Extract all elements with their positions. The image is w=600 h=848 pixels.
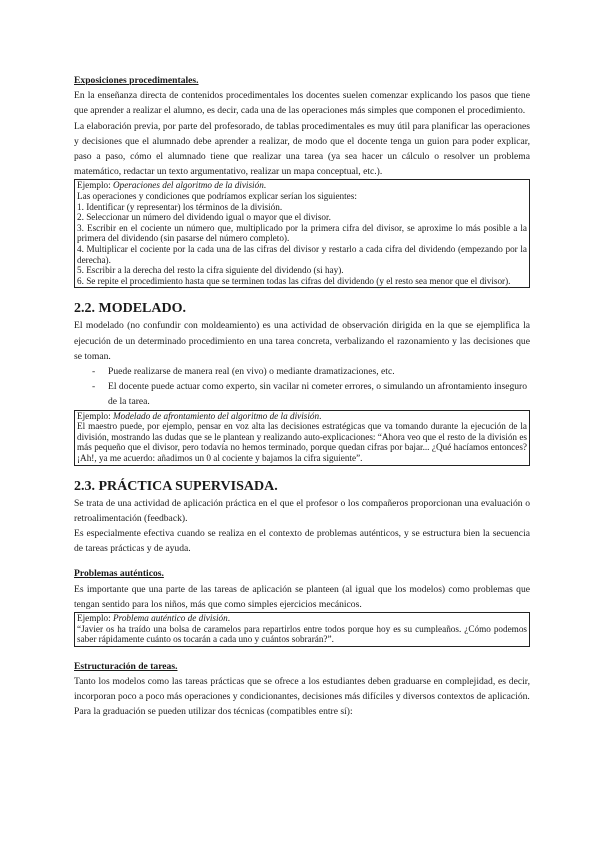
estructuracion-para-1: Tanto los modelos como las tareas prácticas que se ofrece a los estudiantes deben graduarse en complejidad, es decir, incorporan poco a poco más operaciones y condicionantes, decisiones más difíciles y diversos contextos de aplicación. [74,675,530,703]
example-text: El maestro puede, por ejemplo, pensar en voz alta las decisiones estratégicas que va tomando durante la ejecución de la división, mostrando las dudas que se le plantean y realizando auto-explicaciones: “Ahora veo que el resto de la división es más pequeño que el divisor, pero todavía no hemos terminado, porque quedan cifras por bajar... ¿Qué hacíamos entonces? ¡Ah!, ya me acuerdo: añadimos un 0 al cociente y bajamos la cifra siguiente”. [77,421,527,463]
step-1: 1. Identificar (y representar) los términos de la división. [77,201,283,212]
example-label: Ejemplo: Operaciones del algoritmo de la división. [77,180,267,191]
problemas-title: Problemas auténticos. [74,568,164,580]
modelado-heading: 2.2. MODELADO. [74,301,186,317]
example-label: Ejemplo: Modelado de afrontamiento del algoritmo de la división. [77,410,322,421]
modelado-para-1: El modelado (no confundir con moldeamiento) es una actividad de observación dirigida en la que se ejemplifica la ejecución de un determinado procedimiento en una tarea concreta, verbalizando el razonamiento y las decisiones que se toman. [74,320,530,362]
step-3: 3. Escribir en el cociente un número que, multiplicado por la primera cifra del divisor, se aproxime lo más posible a la primera del dividendo (sin pasarse del número completo). [77,222,527,244]
exposiciones-para-1: En la enseñanza directa de contenidos procedimentales los docentes suelen comenzar explicando los pasos que tiene que aprender a realizar el alumno, es decir, cada una de las operaciones más simples que componen el procedimiento. [74,90,530,117]
practica-para-2: Es especialmente efectiva cuando se realiza en el contexto de problemas auténticos, y se estructura bien la secuencia de tareas prácticas y de ayuda. [74,527,530,555]
exposiciones-para-2: La elaboración previa, por parte del profesorado, de tablas procedimentales es muy útil para planificar las operaciones y decisiones que el alumnado debe aprender a realizar, de modo que el docente tenga un guion para poder explicar, paso a paso, cómo el alumnado tiene que realizar una tarea (ya sea hacer un cálculo o resolver un problema matemático, redactar un texto argumentativo, realizar un mapa conceptual, etc.). [74,120,530,178]
practica-heading: 2.3. PRÁCTICA SUPERVISADA. [74,478,278,494]
exposiciones-title: Exposiciones procedimentales. [74,75,199,86]
example-box-division-operations [74,179,530,288]
example-box-problema [74,612,530,647]
example-intro: Las operaciones y condiciones que podríamos explicar serían los siguientes: [77,191,357,202]
step-4: 4. Multiplicar el cociente por la cada una de las cifras del divisor y restarlo a cada cifra del dividendo (empezando por la derecha). [77,243,527,265]
step-2: 2. Seleccionar un número del dividendo igual o mayor que el divisor. [77,212,331,223]
example-text: “Javier os ha traído una bolsa de caramelos para repartirlos entre todos porque hoy es su cumpleaños. ¿Cómo podemos saber rápidamente cuánto os tocarán a cada uno y cuántos sobrarán?”. [77,623,527,645]
document-page [74,73,530,720]
estructuracion-title: Estructuración de tareas. [74,660,178,672]
example-box-modelado [74,410,530,466]
practica-para-1: Se trata de una actividad de aplicación práctica en el que el profesor o los compañeros proporcionan una evaluación o retroalimentación (feedback). [74,497,530,524]
step-6: 6. Se repite el procedimiento hasta que se terminen todas las cifras del dividendo (y el resto sea menor que el divisor). [77,275,511,286]
list-item: - Puede realizarse de manera real (en vivo) o mediante dramatizaciones, etc. [92,365,395,377]
estructuracion-para-2: Para la graduación se pueden utilizar dos técnicas (compatibles entre sí): [74,706,353,718]
modelado-bullet-list [74,364,530,410]
list-item: - El docente puede actuar como experto, sin vacilar ni cometer errores, o simulando un afrontamiento inseguro de la tarea. [92,381,528,408]
problemas-para-1: Es importante que una parte de las tareas de aplicación se planteen (al igual que los modelos) como problemas que tengan sentido para los niños, más que como simples ejercicios mecánicos. [74,583,530,610]
step-5: 5. Escribir a la derecha del resto la cifra siguiente del dividendo (si hay). [77,265,344,276]
example-label: Ejemplo: Problema auténtico de división. [77,612,231,623]
